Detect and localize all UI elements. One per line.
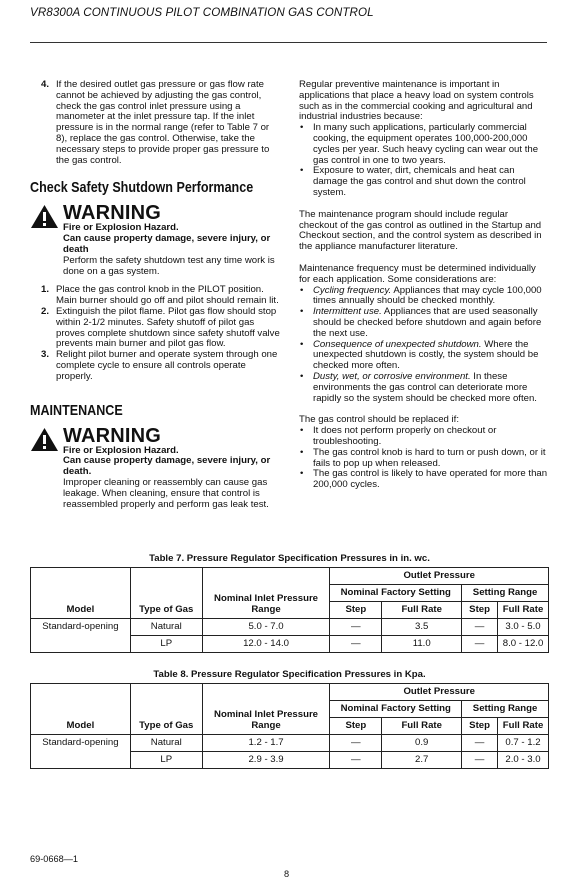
column-header-step: Step <box>330 602 382 619</box>
column-header-setting-range: Setting Range <box>462 701 549 718</box>
step-text: Place the gas control knob in the PILOT position. Main burner should go off and pilot should remain lit. <box>56 284 279 307</box>
step-number: 4. <box>41 79 50 90</box>
column-header-step: Step <box>462 718 498 735</box>
bullet-icon: • <box>300 370 304 382</box>
column-header-model: Model <box>31 568 131 619</box>
cell-inlet: 5.0 - 7.0 <box>202 619 330 636</box>
list-item: • Cycling frequency. Appliances that may cycle 100,000 times annually should be checked monthly. <box>300 284 542 307</box>
column-header-step: Step <box>330 718 382 735</box>
cell-model: Standard-opening <box>31 619 131 636</box>
column-header-factory-setting: Nominal Factory Setting <box>330 701 462 718</box>
table-8-caption: Table 8. Pressure Regulator Specification Pressures in Kpa. <box>153 669 426 680</box>
cell-gas: LP <box>130 636 202 653</box>
cell-factory-step: — <box>330 735 382 752</box>
step-text: If the desired outlet gas pressure or gas flow rate cannot be achieved by adjusting the gas control, check the gas control inlet pressure using a manometer at the inlet pressure tap. If the inlet pressure is in the normal range (refer to Table 7 or 8), replace the gas control. Otherwise, take the necessary steps to provide proper gas pressure to the gas control. <box>56 79 270 166</box>
cell-range-step: — <box>462 636 498 653</box>
cell-model <box>31 752 131 769</box>
warning-triangle-icon <box>30 204 59 229</box>
paragraph-replacement-criteria: The gas control should be replaced if: <box>299 414 459 426</box>
bullet-icon: • <box>300 338 304 350</box>
list-item: • Consequence of unexpected shutdown. Where the unexpected shutdown is costly, the system should be checked more often. <box>300 338 539 372</box>
cell-range-full: 0.7 - 1.2 <box>498 735 549 752</box>
cell-range-full: 8.0 - 12.0 <box>498 636 549 653</box>
header-divider <box>30 42 547 43</box>
step-text: Relight pilot burner and operate system through one complete cycle to ensure all controls operate properly. <box>56 349 278 382</box>
bullet-icon: • <box>300 468 304 480</box>
column-header-setting-range: Setting Range <box>462 585 549 602</box>
warning-instruction: Perform the safety shutdown test any time work is done on a gas system. <box>63 254 275 277</box>
column-header-gas-type: Type of Gas <box>130 568 202 619</box>
list-item: • In many such applications, particularly commercial cooking, the equipment operates 100,000-200,000 cycles per year. Such heavy cycling can wear out the gas control in one to two years. <box>300 122 539 166</box>
procedure-step-2 <box>30 307 280 350</box>
cell-factory-full: 0.9 <box>382 735 462 752</box>
paragraph-preventive-maintenance: Regular preventive maintenance is important in applications that place a heavy load on system controls such as in the commercial cooking and agricultural and industrial industries because: <box>299 79 534 123</box>
bullet-icon: • <box>300 284 304 296</box>
list-item: • The gas control knob is hard to turn or push down, or it fails to pop up when released. <box>300 446 546 469</box>
column-header-full-rate: Full Rate <box>382 602 462 619</box>
cell-factory-full: 2.7 <box>382 752 462 769</box>
cell-range-step: — <box>462 619 498 636</box>
cell-gas: Natural <box>130 619 202 636</box>
list-item: • Intermittent use. Appliances that are used seasonally should be checked before shutdown and again before the next use. <box>300 306 542 339</box>
warning-consequence: Can cause property damage, severe injury, or death <box>63 233 271 255</box>
procedure-step-1 <box>30 285 280 307</box>
paragraph-maintenance-program: The maintenance program should include regular checkout of the gas control as outlined in the Startup and Checkout section, and the control system as described in the appliance manufacturer literature. <box>299 208 542 253</box>
cell-inlet: 2.9 - 3.9 <box>202 752 330 769</box>
right-column <box>299 80 549 491</box>
warning-hazard: Fire or Explosion Hazard. <box>63 444 179 456</box>
section-heading-maintenance: MAINTENANCE <box>30 402 123 419</box>
warning-title: WARNING <box>63 424 162 447</box>
procedure-step-4 <box>30 80 280 166</box>
section-heading-safety-shutdown: Check Safety Shutdown Performance <box>30 180 254 197</box>
procedure-step-3 <box>30 350 280 382</box>
warning-consequence: Can cause property damage, severe injury, or death. <box>63 455 271 478</box>
list-item: • It does not perform properly on checkout or troubleshooting. <box>300 425 497 447</box>
bullet-icon: • <box>300 425 304 437</box>
cell-factory-full: 11.0 <box>382 636 462 653</box>
list-item: • The gas control is likely to have operated for more than 200,000 cycles. <box>300 468 548 491</box>
cell-gas: Natural <box>130 735 202 752</box>
warning-block-1 <box>30 203 280 277</box>
cell-factory-step: — <box>330 752 382 769</box>
table-row <box>31 636 549 653</box>
column-header-full-rate: Full Rate <box>498 602 549 619</box>
cell-range-full: 2.0 - 3.0 <box>498 752 549 769</box>
table-row <box>31 619 549 636</box>
warning-title: WARNING <box>63 202 162 225</box>
table-7 <box>30 567 549 653</box>
column-header-factory-setting: Nominal Factory Setting <box>330 585 462 602</box>
column-header-step: Step <box>462 602 498 619</box>
cell-inlet: 1.2 - 1.7 <box>202 735 330 752</box>
warning-triangle-icon <box>30 427 59 452</box>
cell-inlet: 12.0 - 14.0 <box>202 636 330 653</box>
warning-instruction: Improper cleaning or reassembly can cause gas leakage. When cleaning, ensure that control is reassembled properly and perform gas leak test. <box>63 476 269 510</box>
table-7-caption: Table 7. Pressure Regulator Specification Pressures in in. wc. <box>149 553 430 564</box>
table-8 <box>30 683 549 769</box>
cell-gas: LP <box>130 752 202 769</box>
step-number: 2. <box>41 305 50 317</box>
document-number: 69-0668—1 <box>30 854 79 864</box>
cell-model <box>31 636 131 653</box>
bullet-icon: • <box>300 122 304 134</box>
warning-hazard: Fire or Explosion Hazard. <box>63 222 179 234</box>
column-header-outlet-pressure: Outlet Pressure <box>330 568 549 585</box>
column-header-full-rate: Full Rate <box>382 718 462 735</box>
document-header-title: VR8300A CONTINUOUS PILOT COMBINATION GAS CONTROL <box>30 6 374 19</box>
column-header-full-rate: Full Rate <box>498 718 549 735</box>
list-item: • Dusty, wet, or corrosive environment. In these environments the gas control can deteriorate more rapidly so the system should be checked more often. <box>300 370 537 404</box>
table-row <box>31 735 549 752</box>
cell-factory-full: 3.5 <box>382 619 462 636</box>
cell-factory-step: — <box>330 636 382 653</box>
page-number: 8 <box>284 869 290 879</box>
warning-block-2 <box>30 426 280 511</box>
bullet-icon: • <box>300 306 304 318</box>
column-header-inlet-pressure: Nominal Inlet Pressure Range <box>202 684 330 735</box>
step-text: Extinguish the pilot flame. Pilot gas flow should stop within 2-1/2 minutes. Safety shutoff of pilot gas proves complete shutdown since safety shutoff valve prevents main burner and pilot gas flow. <box>56 305 280 350</box>
column-header-outlet-pressure: Outlet Pressure <box>330 684 549 701</box>
list-item: • Exposure to water, dirt, chemicals and heat can damage the gas control and shut down the control system. <box>300 165 526 198</box>
cell-model: Standard-opening <box>31 735 131 752</box>
table-row <box>31 752 549 769</box>
step-number: 3. <box>41 349 50 361</box>
cell-factory-step: — <box>330 619 382 636</box>
column-header-gas-type: Type of Gas <box>130 684 202 735</box>
step-number: 1. <box>41 284 50 296</box>
cell-range-step: — <box>462 752 498 769</box>
bullet-icon: • <box>300 446 304 458</box>
cell-range-full: 3.0 - 5.0 <box>498 619 549 636</box>
left-column <box>30 80 280 510</box>
paragraph-maintenance-frequency: Maintenance frequency must be determined individually for each application. Some considerations are: <box>299 262 536 285</box>
column-header-inlet-pressure: Nominal Inlet Pressure Range <box>202 568 330 619</box>
column-header-model: Model <box>31 684 131 735</box>
bullet-icon: • <box>300 165 304 177</box>
cell-range-step: — <box>462 735 498 752</box>
